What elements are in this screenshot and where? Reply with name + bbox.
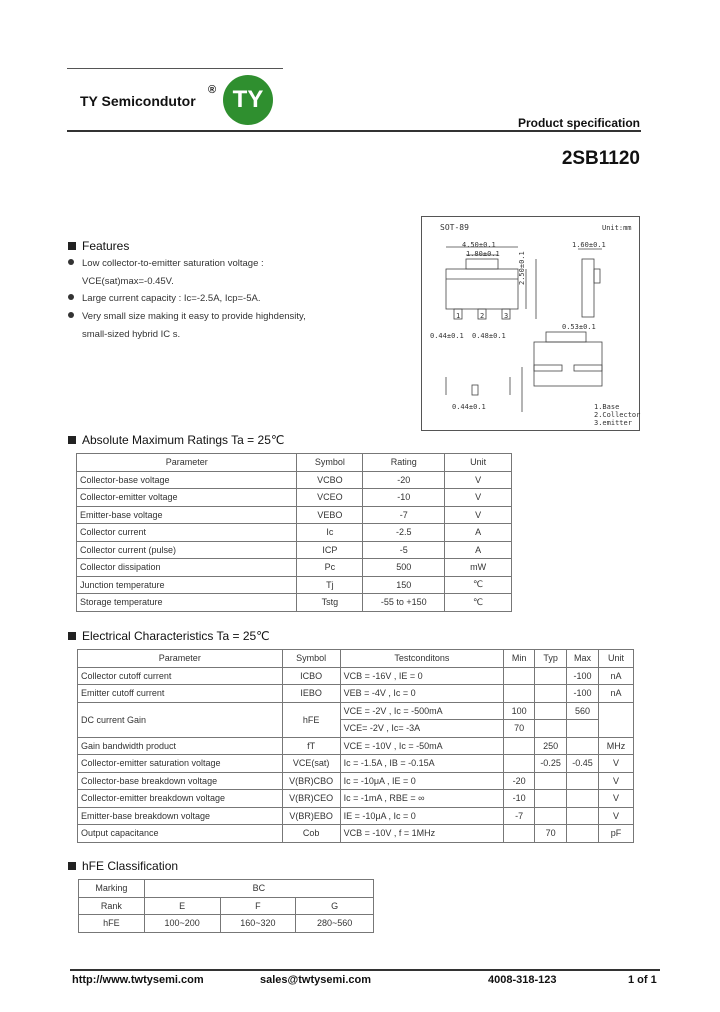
col-header: Typ (535, 650, 567, 668)
abs-max-heading: Absolute Maximum Ratings Ta = 25℃ (68, 433, 284, 447)
footer-page: 1 of 1 (628, 974, 657, 986)
cell (504, 667, 535, 685)
col-header: Unit (445, 454, 512, 472)
cell (535, 807, 567, 825)
cell: V (445, 471, 512, 489)
cell: -7 (363, 506, 445, 524)
cell: -100 (567, 685, 599, 703)
col-header: Unit (599, 650, 634, 668)
cell: Output capacitance (78, 825, 283, 843)
cell: 100~200 (144, 915, 220, 933)
dim-label: 0.48±0.1 (472, 332, 506, 340)
feature-item: Very small size making it easy to provide highdensity, (68, 311, 306, 322)
cell: -10 (504, 790, 535, 808)
cell: Emitter cutoff current (78, 685, 283, 703)
cell: Collector dissipation (77, 559, 297, 577)
table-row (77, 471, 512, 489)
elec-heading: Electrical Characteristics Ta = 25℃ (68, 629, 270, 643)
header-top-rule (67, 68, 283, 69)
features-heading: Features (68, 239, 129, 253)
bullet-icon (68, 259, 74, 265)
cell (535, 667, 567, 685)
cell: 250 (535, 737, 567, 755)
bullet-icon (68, 294, 74, 300)
cell (567, 825, 599, 843)
cell: V (599, 755, 634, 773)
table-row (79, 897, 374, 915)
doc-type: Product specification (517, 116, 640, 130)
cell (535, 790, 567, 808)
cell: Collector-emitter saturation voltage (78, 755, 283, 773)
table-row (78, 702, 634, 720)
cell: VCE(sat) (282, 755, 340, 773)
cell: VEBO (297, 506, 363, 524)
package-name: SOT-89 (440, 223, 469, 232)
cell (504, 755, 535, 773)
cell: 70 (535, 825, 567, 843)
dim-label: 1.60±0.1 (572, 241, 606, 249)
feature-item: small-sized hybrid IC s. (82, 329, 181, 340)
header-rule (67, 130, 641, 132)
cell: 150 (363, 576, 445, 594)
cell: -0.45 (567, 755, 599, 773)
pin-legend: 1.Base (594, 403, 620, 411)
table-row (77, 559, 512, 577)
cell: V (599, 790, 634, 808)
cell: V (599, 772, 634, 790)
cell: -5 (363, 541, 445, 559)
cell: ICBO (282, 667, 340, 685)
cell: Emitter-base breakdown voltage (78, 807, 283, 825)
cell: nA (599, 685, 634, 703)
cell: Emitter-base voltage (77, 506, 297, 524)
cell: V(BR)CEO (282, 790, 340, 808)
square-bullet-icon (68, 436, 76, 444)
cell (535, 720, 567, 738)
cell: VCE = -2V , Ic = -500mA (340, 702, 504, 720)
cell: Cob (282, 825, 340, 843)
cell: Collector-emitter voltage (77, 489, 297, 507)
cell: -55 to +150 (363, 594, 445, 612)
cell: VCBO (297, 471, 363, 489)
col-header: Parameter (77, 454, 297, 472)
square-bullet-icon (68, 632, 76, 640)
cell: Storage temperature (77, 594, 297, 612)
package-unit: Unit:mm (602, 224, 632, 232)
square-bullet-icon (68, 862, 76, 870)
cell (567, 737, 599, 755)
col-header: Rating (363, 454, 445, 472)
cell: Collector cutoff current (78, 667, 283, 685)
abs-max-table (76, 453, 512, 612)
cell: -100 (567, 667, 599, 685)
dim-label: 0.53±0.1 (562, 323, 596, 331)
square-bullet-icon (68, 242, 76, 250)
table-row (78, 772, 634, 790)
package-outline-svg (422, 217, 639, 430)
cell: VEB = -4V , Ic = 0 (340, 685, 504, 703)
col-header: Testconditons (340, 650, 504, 668)
cell: hFE (282, 702, 340, 737)
cell: Marking (79, 880, 145, 898)
cell (567, 772, 599, 790)
table-row (77, 576, 512, 594)
cell (535, 685, 567, 703)
cell: Ic = -1.5A , IB = -0.15A (340, 755, 504, 773)
pin-label: 1 (456, 312, 461, 320)
pin-legend: 3.emitter (594, 419, 632, 427)
table-row (78, 755, 634, 773)
cell: ℃ (445, 576, 512, 594)
col-header: Symbol (282, 650, 340, 668)
cell: V(BR)CBO (282, 772, 340, 790)
cell: Gain bandwidth product (78, 737, 283, 755)
cell (504, 737, 535, 755)
dim-label: 0.44±0.1 (430, 332, 464, 340)
table-row (78, 825, 634, 843)
cell: Collector current (pulse) (77, 541, 297, 559)
cell: pF (599, 825, 634, 843)
cell: Rank (79, 897, 145, 915)
part-number: 2SB1120 (561, 148, 640, 169)
cell: V (445, 506, 512, 524)
cell: mW (445, 559, 512, 577)
cell: Tstg (297, 594, 363, 612)
table-row (78, 667, 634, 685)
pin-label: 3 (504, 312, 509, 320)
cell: VCE= -2V , Ic= -3A (340, 720, 504, 738)
footer-rule (70, 969, 660, 971)
cell: -7 (504, 807, 535, 825)
table-row (78, 737, 634, 755)
cell: V (445, 489, 512, 507)
cell: IEBO (282, 685, 340, 703)
table-row (77, 524, 512, 542)
cell: A (445, 524, 512, 542)
cell: Collector current (77, 524, 297, 542)
col-header: Symbol (297, 454, 363, 472)
cell: DC current Gain (78, 702, 283, 737)
feature-item: Low collector-to-emitter saturation voltage : (68, 258, 264, 269)
cell (535, 702, 567, 720)
cell: Collector-base breakdown voltage (78, 772, 283, 790)
cell: -0.25 (535, 755, 567, 773)
cell: Ic (297, 524, 363, 542)
cell: ICP (297, 541, 363, 559)
package-drawing (421, 216, 640, 431)
footer-phone: 4008-318-123 (488, 974, 557, 986)
cell: V(BR)EBO (282, 807, 340, 825)
cell: Collector-base voltage (77, 471, 297, 489)
col-header: Parameter (78, 650, 283, 668)
cell: MHz (599, 737, 634, 755)
cell: Collector-emitter breakdown voltage (78, 790, 283, 808)
cell: -2.5 (363, 524, 445, 542)
cell: -20 (363, 471, 445, 489)
cell (599, 702, 634, 737)
cell: VCE = -10V , Ic = -50mA (340, 737, 504, 755)
col-header: Max (567, 650, 599, 668)
cell (504, 825, 535, 843)
dim-label: 1.80±0.1 (466, 250, 500, 258)
cell (504, 685, 535, 703)
cell: -20 (504, 772, 535, 790)
cell: ℃ (445, 594, 512, 612)
cell: 70 (504, 720, 535, 738)
feature-item: VCE(sat)max=-0.45V. (82, 276, 174, 287)
registered-mark: ® (208, 84, 217, 96)
table-row (77, 594, 512, 612)
brand-name: TY Semicondutor (80, 93, 196, 109)
cell: Pc (297, 559, 363, 577)
cell: BC (144, 880, 373, 898)
cell: 100 (504, 702, 535, 720)
table-row (78, 807, 634, 825)
table-row (77, 506, 512, 524)
company-logo: TY (223, 75, 273, 125)
cell: F (220, 897, 296, 915)
dim-label: 4.50±0.1 (462, 241, 496, 249)
pin-label: 2 (480, 312, 485, 320)
cell (567, 807, 599, 825)
cell: Tj (297, 576, 363, 594)
hfe-table (78, 879, 374, 933)
dim-label: 2.50±0.1 (518, 251, 526, 285)
cell: Ic = -10μA , IE = 0 (340, 772, 504, 790)
col-header: Min (504, 650, 535, 668)
cell: V (599, 807, 634, 825)
cell: 500 (363, 559, 445, 577)
cell: hFE (79, 915, 145, 933)
bullet-icon (68, 312, 74, 318)
footer-email[interactable]: sales@twtysemi.com (260, 974, 371, 986)
cell: nA (599, 667, 634, 685)
cell (567, 790, 599, 808)
cell (567, 720, 599, 738)
table-row (78, 790, 634, 808)
hfe-heading: hFE Classification (68, 859, 178, 873)
table-row (78, 685, 634, 703)
cell: VCEO (297, 489, 363, 507)
cell (535, 772, 567, 790)
cell: 280~560 (296, 915, 374, 933)
cell: fT (282, 737, 340, 755)
cell: Junction temperature (77, 576, 297, 594)
cell: A (445, 541, 512, 559)
dim-label: 0.44±0.1 (452, 403, 486, 411)
cell: Ic = -1mA , RBE = ∞ (340, 790, 504, 808)
elec-table (77, 649, 634, 843)
cell: G (296, 897, 374, 915)
table-row (77, 489, 512, 507)
cell: E (144, 897, 220, 915)
table-row (77, 541, 512, 559)
table-row (79, 880, 374, 898)
cell: -10 (363, 489, 445, 507)
cell: 160~320 (220, 915, 296, 933)
footer-website[interactable]: http://www.twtysemi.com (72, 974, 204, 986)
table-header-row (77, 454, 512, 472)
cell: VCB = -16V , IE = 0 (340, 667, 504, 685)
table-header-row (78, 650, 634, 668)
table-row (79, 915, 374, 933)
cell: VCB = -10V , f = 1MHz (340, 825, 504, 843)
pin-legend: 2.Collector (594, 411, 641, 419)
cell: 560 (567, 702, 599, 720)
cell: IE = -10μA , Ic = 0 (340, 807, 504, 825)
feature-item: Large current capacity : Ic=-2.5A, Icp=-5A. (68, 293, 260, 304)
